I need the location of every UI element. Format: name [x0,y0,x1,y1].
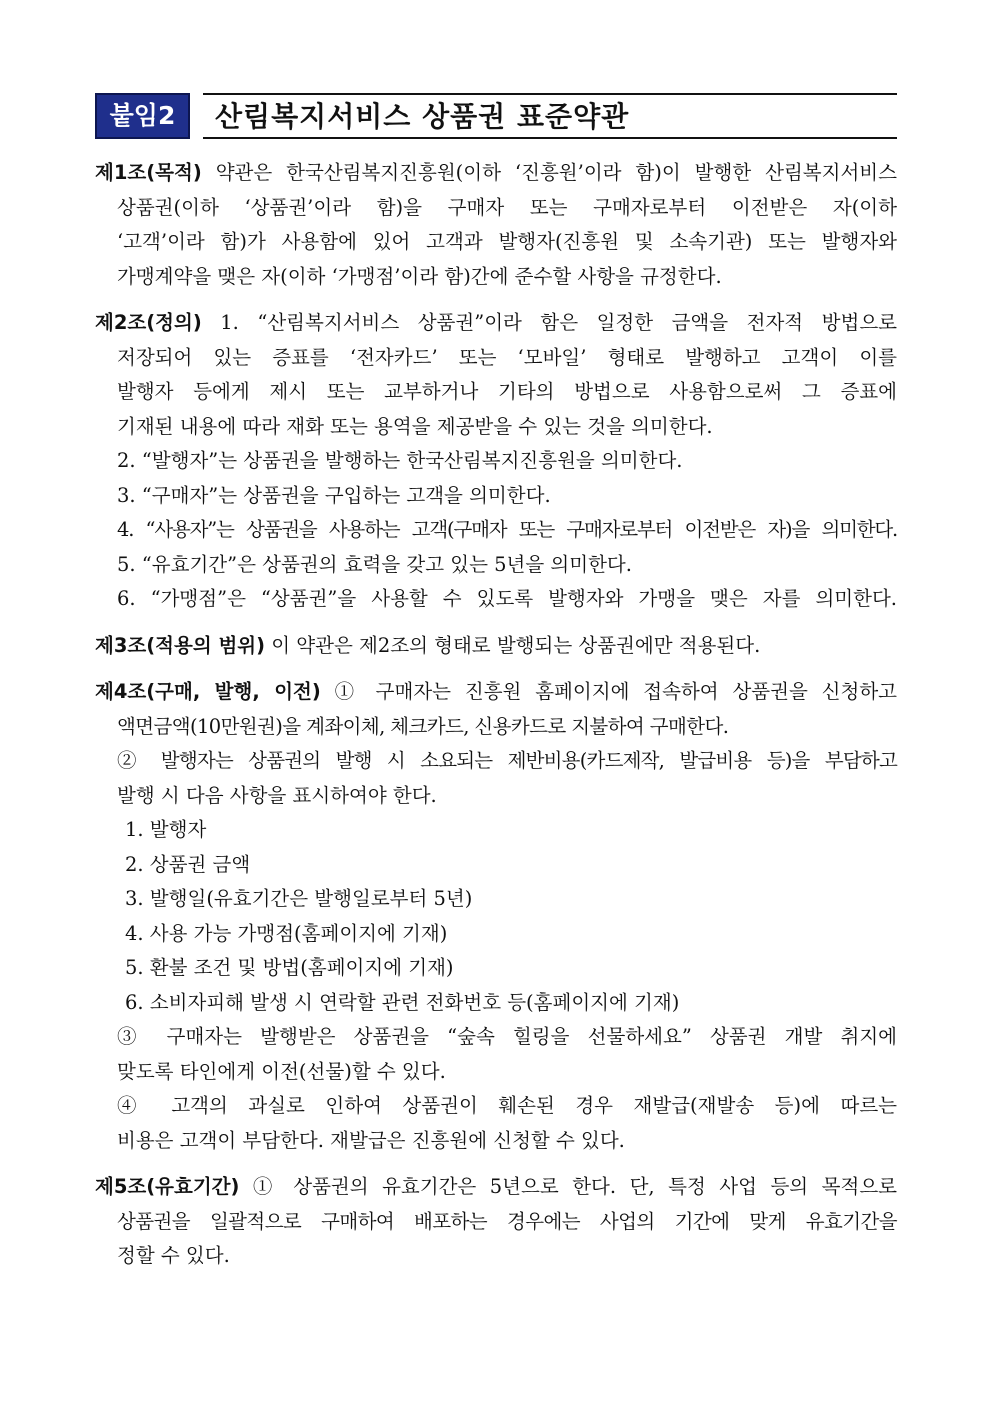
article-1-line-4: 가맹계약을 맺은 자(이하 ‘가맹점’이라 함)간에 준수할 사항을 규정한다. [117,264,722,288]
issue-item-2: 2. 상품권 금액 [125,852,251,876]
definition-6: 6. “가맹점”은 “상품권”을 사용할 수 있도록 발행자와 가맹을 맺은 자를 의미한다. [117,587,897,610]
issue-item-4: 4. 사용 가능 가맹점(홈페이지에 기재) [125,921,448,945]
article-4-line-2: 액면금액(10만원권)을 계좌이체, 체크카드, 신용카드로 지불하여 구매한다. [117,714,729,738]
terms-body [95,156,897,1274]
article-4-heading: 제4조(구매, 발행, 이전) [95,680,321,703]
article-2-heading: 제2조(정의) [95,311,202,334]
article-4-text: ① 구매자는 진흥원 홈페이지에 접속하여 상품권을 신청하고 [320,680,897,703]
article-5-heading: 제5조(유효기간) [95,1175,240,1198]
definition-5: 5. “유효기간”은 상품권의 효력을 갖고 있는 5년을 의미한다. [117,552,632,576]
article-5 [95,1170,897,1274]
article-4-line-6: 맞도록 타인에게 이전(선물)할 수 있다. [117,1059,446,1083]
issue-item-5: 5. 환불 조건 및 방법(홈페이지에 기재) [125,956,454,979]
article-4-line-1 [95,675,897,710]
article-3 [95,629,897,664]
article-4-line-7: ④ 고객의 과실로 인하여 상품권이 훼손된 경우 재발급(재발송 등)에 따르는 [117,1094,897,1117]
article-2-line-4: 기재된 내용에 따라 재화 또는 용역을 제공받을 수 있는 것을 의미한다. [117,414,713,438]
article-1-text: 약관은 한국산림복지진흥원(이하 ‘진흥원’이라 함)이 발행한 산림복지서비스 [201,161,897,184]
article-4-line-3: ② 발행자는 상품권의 발행 시 소요되는 제반비용(카드제작, 발급비용 등)을 부담하고 [117,749,897,772]
article-2-line-1 [95,306,897,341]
article-5-line-1 [95,1170,897,1205]
definition-4: 4. “사용자”는 상품권을 사용하는 고객(구매자 또는 구매자로부터 이전받은 자)을 의미한다. [117,518,897,541]
article-4-line-4: 발행 시 다음 사항을 표시하여야 한다. [117,783,437,807]
article-4-line-8: 비용은 고객이 부담한다. 재발급은 진흥원에 신청할 수 있다. [117,1128,625,1152]
definition-3: 3. “구매자”는 상품권을 구입하는 고객을 의미한다. [117,483,551,507]
article-2-line-3: 발행자 등에게 제시 또는 교부하거나 기타의 방법으로 사용함으로써 그 증표에 [117,380,897,403]
article-3-heading: 제3조(적용의 범위) [95,633,266,657]
article-2 [95,306,897,617]
issue-item-1: 1. 발행자 [125,818,207,841]
article-5-line-3: 정할 수 있다. [117,1244,230,1267]
page-header [95,93,897,143]
article-2-line-2: 저장되어 있는 증표를 ‘전자카드’ 또는 ‘모바일’ 형태로 발행하고 고객이 이를 [117,345,897,369]
article-5-text: ① 상품권의 유효기간은 5년으로 한다. 단, 특정 사업 등의 목적으로 [239,1175,897,1198]
issue-item-6: 6. 소비자피해 발생 시 연락할 관련 전화번호 등(홈페이지에 기재) [125,990,680,1014]
article-2-text: 1. “산림복지서비스 상품권”이라 함은 일정한 금액을 전자적 방법으로 [201,311,897,334]
article-1 [95,156,897,294]
article-1-line-1 [95,156,897,191]
page-title: 산림복지서비스 상품권 표준약관 [215,100,630,133]
article-1-line-3: ‘고객’이라 함)가 사용함에 있어 고객과 발행자(진흥원 및 소속기관) 또는 발행자와 [117,230,897,253]
article-1-line-2: 상품권(이하 ‘상품권’이라 함)을 구매자 또는 구매자로부터 이전받은 자(이하 [117,195,897,219]
article-3-text: 이 약관은 제2조의 형태로 발행되는 상품권에만 적용된다. [265,633,761,657]
title-box [203,93,897,139]
article-5-line-2: 상품권을 일괄적으로 구매하여 배포하는 경우에는 사업의 기간에 맞게 유효기간을 [117,1209,897,1233]
issue-item-3: 3. 발행일(유효기간은 발행일로부터 5년) [125,887,473,910]
definition-2: 2. “발행자”는 상품권을 발행하는 한국산림복지진흥원을 의미한다. [117,449,683,472]
attachment-badge: 붙임2 [95,93,190,139]
article-4 [95,675,897,1158]
article-3-line-1 [95,629,897,664]
article-4-line-5: ③ 구매자는 발행받은 상품권을 “숲속 힐링을 선물하세요” 상품권 개발 취지에 [117,1025,897,1048]
article-1-heading: 제1조(목적) [95,161,202,184]
